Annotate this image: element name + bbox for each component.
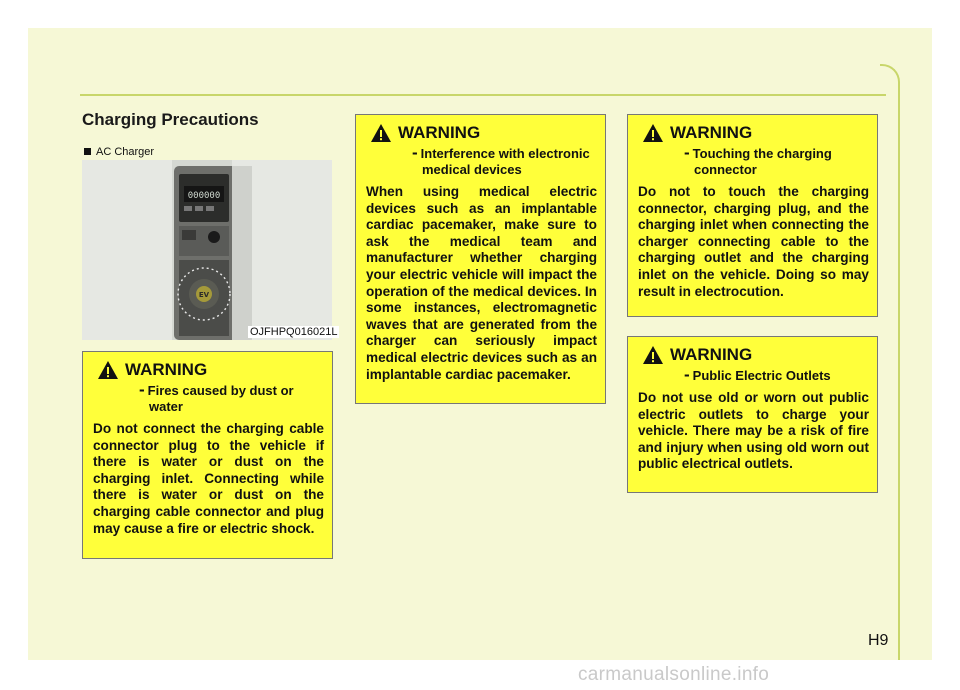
section-title: Charging Precautions (82, 110, 259, 129)
warning-subtitle: - Public Electric Outlets (684, 365, 831, 384)
warning-subtitle: - Fires caused by dust or water (139, 380, 294, 414)
warning-triangle-icon (642, 345, 664, 365)
warning-box-dust-water (82, 351, 333, 559)
warning-header (638, 123, 869, 143)
warning-body: Do not to touch the charging connector, charging plug, and the charging inlet when connecting the charger connecting cable to the charging outlet and the charging inlet on the vehicle. Doing so may result in electrocution. (638, 184, 869, 299)
watermark-text: carmanualsonline.info (578, 664, 770, 685)
warning-heading: WARNING (670, 345, 753, 364)
ac-charger-illustration (82, 160, 332, 340)
bottom-margin (28, 662, 932, 690)
warning-box-medical-devices (355, 114, 606, 404)
warning-box-charging-connector (627, 114, 878, 317)
inlet-label: EV (198, 291, 210, 299)
warning-header (366, 123, 597, 143)
warning-heading: WARNING (670, 123, 753, 142)
page-border-curve (880, 64, 900, 660)
warning-subtitle: - Interference with electronic medical devices (412, 143, 590, 177)
warning-triangle-icon (97, 360, 119, 380)
figure-caption (84, 146, 154, 158)
warning-triangle-icon (642, 123, 664, 143)
figure-code: OJFHPQ016021L (250, 326, 338, 338)
warning-header (638, 345, 869, 365)
warning-heading: WARNING (125, 360, 208, 379)
warning-subtitle: - Touching the charging connector (684, 143, 832, 177)
ac-charger-figure (82, 160, 332, 340)
warning-body: Do not connect the charging cable connector plug to the vehicle if there is water or dust on the charging inlet. Connecting while there is water or dust on the charging cable connector and plug may cause a fire or electric shock. (93, 421, 324, 536)
warning-triangle-icon (370, 123, 392, 143)
figure-caption-text: AC Charger (96, 146, 155, 158)
warning-body: Do not use old or worn out public electric outlets to charge your vehicle. There may be a risk of fire and injury when using old worn out public electrical outlets. (638, 390, 869, 472)
page-number: H9 (868, 632, 889, 649)
meter-display-digits: 000000 (187, 191, 221, 201)
header-rule (80, 94, 886, 96)
warning-header (93, 360, 324, 380)
bullet-square-icon (84, 148, 91, 155)
warning-heading: WARNING (398, 123, 481, 142)
warning-box-public-outlets (627, 336, 878, 493)
warning-body: When using medical electric devices such as an implantable cardiac pacemaker, make sure to ask the medical team and manufacturer whether charging your electric vehicle will impact the operation of the medical devices. In some instances, electromagnetic waves that are generated from the charger can seriously impact medical electric devices such as an implantable cardiac pacemaker. (366, 184, 597, 382)
